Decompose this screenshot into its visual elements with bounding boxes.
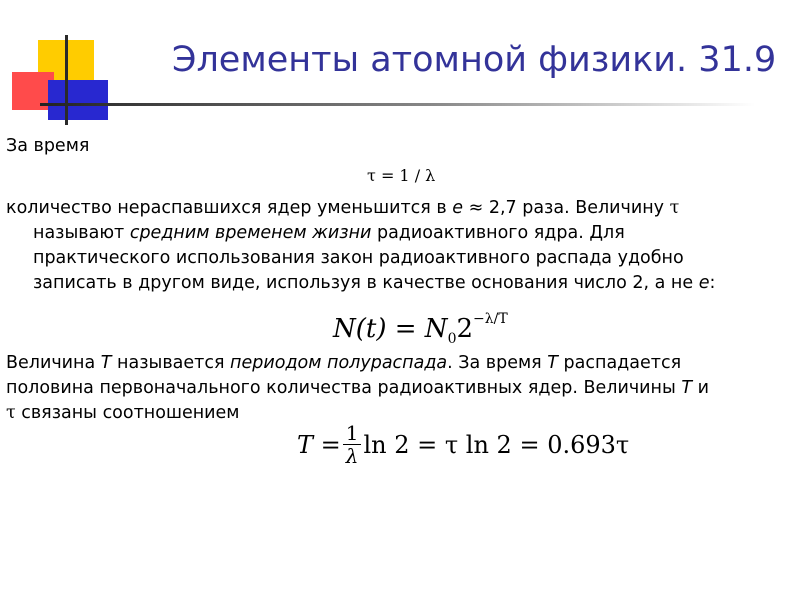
text-fragment: называется: [111, 353, 231, 373]
text-fragment: половина первоначального количества радиоактивных ядер. Величины: [6, 378, 682, 398]
text-T-italic: T: [681, 378, 693, 398]
fraction-numerator: 1: [343, 422, 362, 445]
text-fragment: . За время: [447, 353, 548, 373]
text-emphasis: средним временем жизни: [129, 223, 372, 243]
formula-exponent: −λ/T: [473, 311, 508, 327]
text-emphasis: периодом полураспада: [230, 353, 448, 373]
text-T-italic: T: [547, 353, 558, 373]
formula-mean-lifetime: τ = 1 / λ: [367, 166, 436, 185]
text-fragment: называют: [33, 223, 130, 243]
text-tau: τ: [6, 403, 16, 423]
text-tau: τ: [669, 198, 680, 218]
text-fragment: Величина: [6, 353, 101, 373]
formula-lhs: T =: [297, 430, 341, 459]
slide-title: Элементы атомной физики. 31.9: [172, 40, 777, 80]
text-e-italic: e: [698, 273, 710, 293]
title-underline: [40, 103, 755, 106]
text-fragment: записать в другом виде, используя в качестве основания число 2, а не: [33, 273, 699, 293]
formula-rhs: ln 2 = τ ln 2 = 0.693τ: [363, 430, 630, 459]
formula-decay-law: [333, 311, 508, 347]
text-fragment: радиоактивного ядра. Для: [371, 223, 625, 243]
formula-half-life-relation: [297, 422, 629, 467]
text-T-italic: T: [100, 353, 112, 373]
text-fragment: связаны соотношением: [15, 403, 240, 423]
text-fragment: распадается: [557, 353, 682, 373]
formula-lhs: N(t) = N: [333, 314, 448, 344]
paragraph-line: [6, 221, 715, 246]
paragraph-line: [6, 271, 715, 296]
paragraph-line: практического использования закон радиоактивного распада удобно: [33, 248, 684, 268]
text-fragment: :: [709, 273, 716, 293]
paragraph-mean-lifetime: [6, 196, 715, 296]
formula-base: 2: [456, 314, 474, 344]
fraction-denominator: λ: [345, 444, 359, 468]
text-fragment: ≈ 2,7 раза. Величину: [463, 198, 670, 218]
decor-vertical-line: [65, 35, 68, 125]
text-e-italic: e: [452, 198, 464, 218]
paragraph-intro: [6, 134, 89, 159]
text-fragment: количество нераспавшихся ядер уменьшится в: [6, 198, 453, 218]
formula-subscript: 0: [447, 331, 457, 347]
text-fragment: и: [692, 378, 709, 398]
intro-text: За время: [6, 136, 90, 156]
decor-blue-square: [48, 80, 108, 120]
paragraph-half-life: [6, 351, 709, 426]
fraction: [343, 422, 362, 467]
